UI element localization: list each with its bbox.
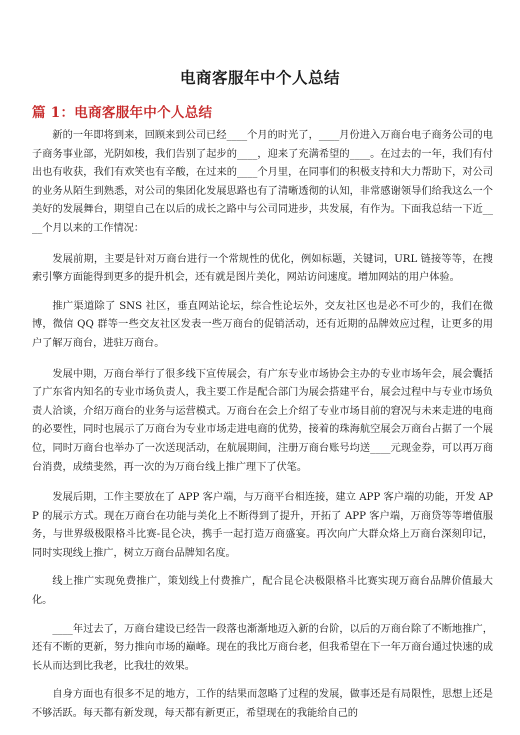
paragraph-self-reflection: 自身方面也有很多不足的地方，工作的结果而忽略了过程的发展，做事还是有局限性，思想上还是不够活跃。每天都有新发现，每天都有新更正，希望现在的我能给自己的 xyxy=(32,689,493,720)
paragraph-mid-stage: 发展中期，万商台举行了很多线下宣传展会，有广东专业市场协会主办的专业市场年会，展会囊括了广东省内知名的专业市场负责人，我主要工作是配合部门为展会搭建平台，展会过程中与专业市场负责人洽谈，介绍万商台的业务与运营模式。万商台在会上介绍了专业市场目前的窘况与未来走进的电商的必要性，同时也展示了万商台为专业市场走进电商的优势，接着的珠海航空展会万商台占据了一个展位，同时万商台也举办了一次送现活动，在航展期间，注册万商台账号均送____元现金券，可以再万商台消费，成绩斐然，再一次的为万商台线上推广理下了伏笔。 xyxy=(32,368,493,473)
paragraph-early-stage: 发展前期，主要是针对万商台进行一个常规性的优化，例如标题，关键词，URL 链接等等，在搜索引擎方面能得到更多的提升机会，还有就是图片美化，网站访问速度。增加网站的用户体验。 xyxy=(32,253,493,284)
paragraph-promotion-channels: 推广渠道除了 SNS 社区，垂直网站论坛，综合性论坛外，交友社区也是必不可少的，我们在微博，微信 QQ 群等一些交友社区发表一些万商台的促销活动，还有近期的品牌效应过程，让更多的用户了解万商台，进驻万商台。 xyxy=(32,300,493,349)
document-body xyxy=(32,127,493,724)
paragraph-intro: 新的一年即将到来，回顾来到公司已经____个月的时光了，____月份进入万商台电子商务公司的电子商务事业部，光阴如梭，我们告别了起步的____，迎来了充满希望的____。在过去的一年，我们有付出也有收获，我们有欢笑也有辛酸，在过来的____个月里，在同事们的积极支持和大力帮助下，对公司的业务从陌生到熟悉，对公司的集团化发展思路也有了清晰透彻的认知，非常感谢领导们给我这么一个美好的发展舞台，期望自己在以后的成长之路中与公司同进步，共发展，有作为。下面我总结一下近____个月以来的工作情况： xyxy=(32,130,493,234)
paragraph-late-stage: 发展后期，工作主要放在了 APP 客户端，与万商平台相连接，建立 APP 客户端的功能，开发 APP 的展示方式。现在万商台在功能与美化上不断得到了提升，开拓了 APP 客户端，万商贷等等增值服务，与世界级极限格斗比赛-昆仑决，携手一起打造万商盛宴。再次向广大群众烙上万商台深刻印记，同时实现线上推广，树立万商台品牌知名度。 xyxy=(32,492,493,559)
section-heading: 篇 1：电商客服年中个人总结 xyxy=(32,105,213,121)
paragraph-online-promotion: 线上推广实现免费推广，策划线上付费推广，配合昆仑决极限格斗比赛实现万商台品牌价值最大化。 xyxy=(32,576,493,607)
document-title: 电商客服年中个人总结 xyxy=(179,68,340,87)
paragraph-year-review: ____年过去了，万商台建设已经告一段落也渐渐地迈入新的台阶，以后的万商台除了不断地推广，还有不断的更新，努力推向市场的巅峰。现在的我比万商台老，但我希望在下一年万商台通过快速的成长从而达到比我老，比我壮的效果。 xyxy=(32,623,493,672)
